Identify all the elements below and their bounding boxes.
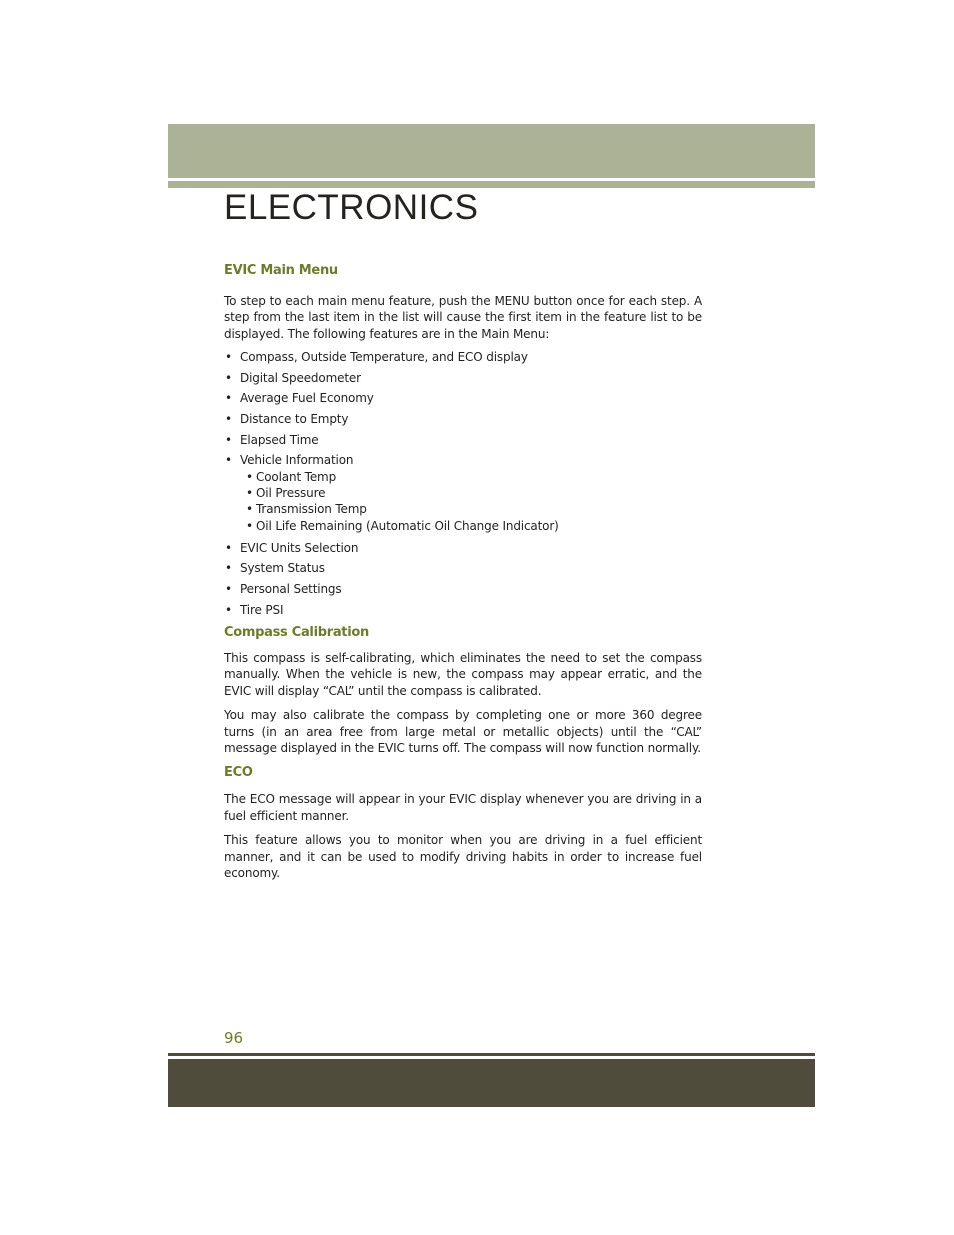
header-band	[168, 124, 815, 178]
sub-list-item: • Transmission Temp	[246, 502, 367, 517]
list-item: • Vehicle Information • Coolant Temp • Oil Pressure • Transmission Temp • Oil Life Remaining (Automatic Oil Change Indicator)	[224, 452, 702, 534]
compass-paragraph-1: This compass is self-calibrating, which eliminates the need to set the compass manually. When the vehicle is new, the compass may appear erratic, and the EVIC will display “CAL” until the compass is calibrated.	[224, 650, 702, 698]
evic-menu-list	[224, 349, 702, 618]
page-number: 96	[224, 1029, 244, 1047]
footer-band	[168, 1059, 815, 1107]
section-heading-eco: ECO	[224, 765, 253, 781]
list-item: • Elapsed Time	[225, 432, 319, 447]
evic-intro-paragraph: To step to each main menu feature, push the MENU button once for each step. A step from the last item in the list will cause the first item in the feature list to be displayed. The following features are in the Main Menu:	[224, 294, 702, 341]
list-item: • Compass, Outside Temperature, and ECO display	[225, 350, 528, 365]
vehicle-information-sublist	[240, 469, 702, 535]
chapter-title: ELECTRONICS	[224, 188, 479, 227]
sub-list-item: • Coolant Temp	[246, 469, 337, 484]
header-stripe	[168, 181, 815, 188]
eco-paragraph-1: The ECO message will appear in your EVIC display whenever you are driving in a fuel efficient manner.	[224, 792, 702, 823]
section-heading-compass-calibration: Compass Calibration	[224, 624, 369, 640]
sub-list-item: • Oil Life Remaining (Automatic Oil Change Indicator)	[246, 518, 559, 533]
compass-paragraph-2: You may also calibrate the compass by completing one or more 360 degree turns (in an area free from large metal or metallic objects) until the “CAL” message displayed in the EVIC turns off. The compass will now function normally.	[224, 708, 702, 755]
list-item: • Digital Speedometer	[225, 370, 361, 385]
list-item: • Distance to Empty	[225, 412, 349, 426]
footer-line	[168, 1053, 815, 1056]
list-item: • EVIC Units Selection	[225, 540, 359, 555]
section-heading-evic-main-menu: EVIC Main Menu	[224, 263, 338, 278]
list-item: • Average Fuel Economy	[225, 391, 374, 406]
eco-paragraph-2: This feature allows you to monitor when you are driving in a fuel efficient manner, and it can be used to modify driving habits in order to increase fuel economy.	[224, 833, 702, 880]
sub-list-item: • Oil Pressure	[246, 486, 326, 500]
page-content	[224, 262, 702, 881]
list-item: • Tire PSI	[225, 602, 284, 617]
list-item: • System Status	[225, 561, 325, 576]
list-item: • Personal Settings	[225, 581, 342, 596]
